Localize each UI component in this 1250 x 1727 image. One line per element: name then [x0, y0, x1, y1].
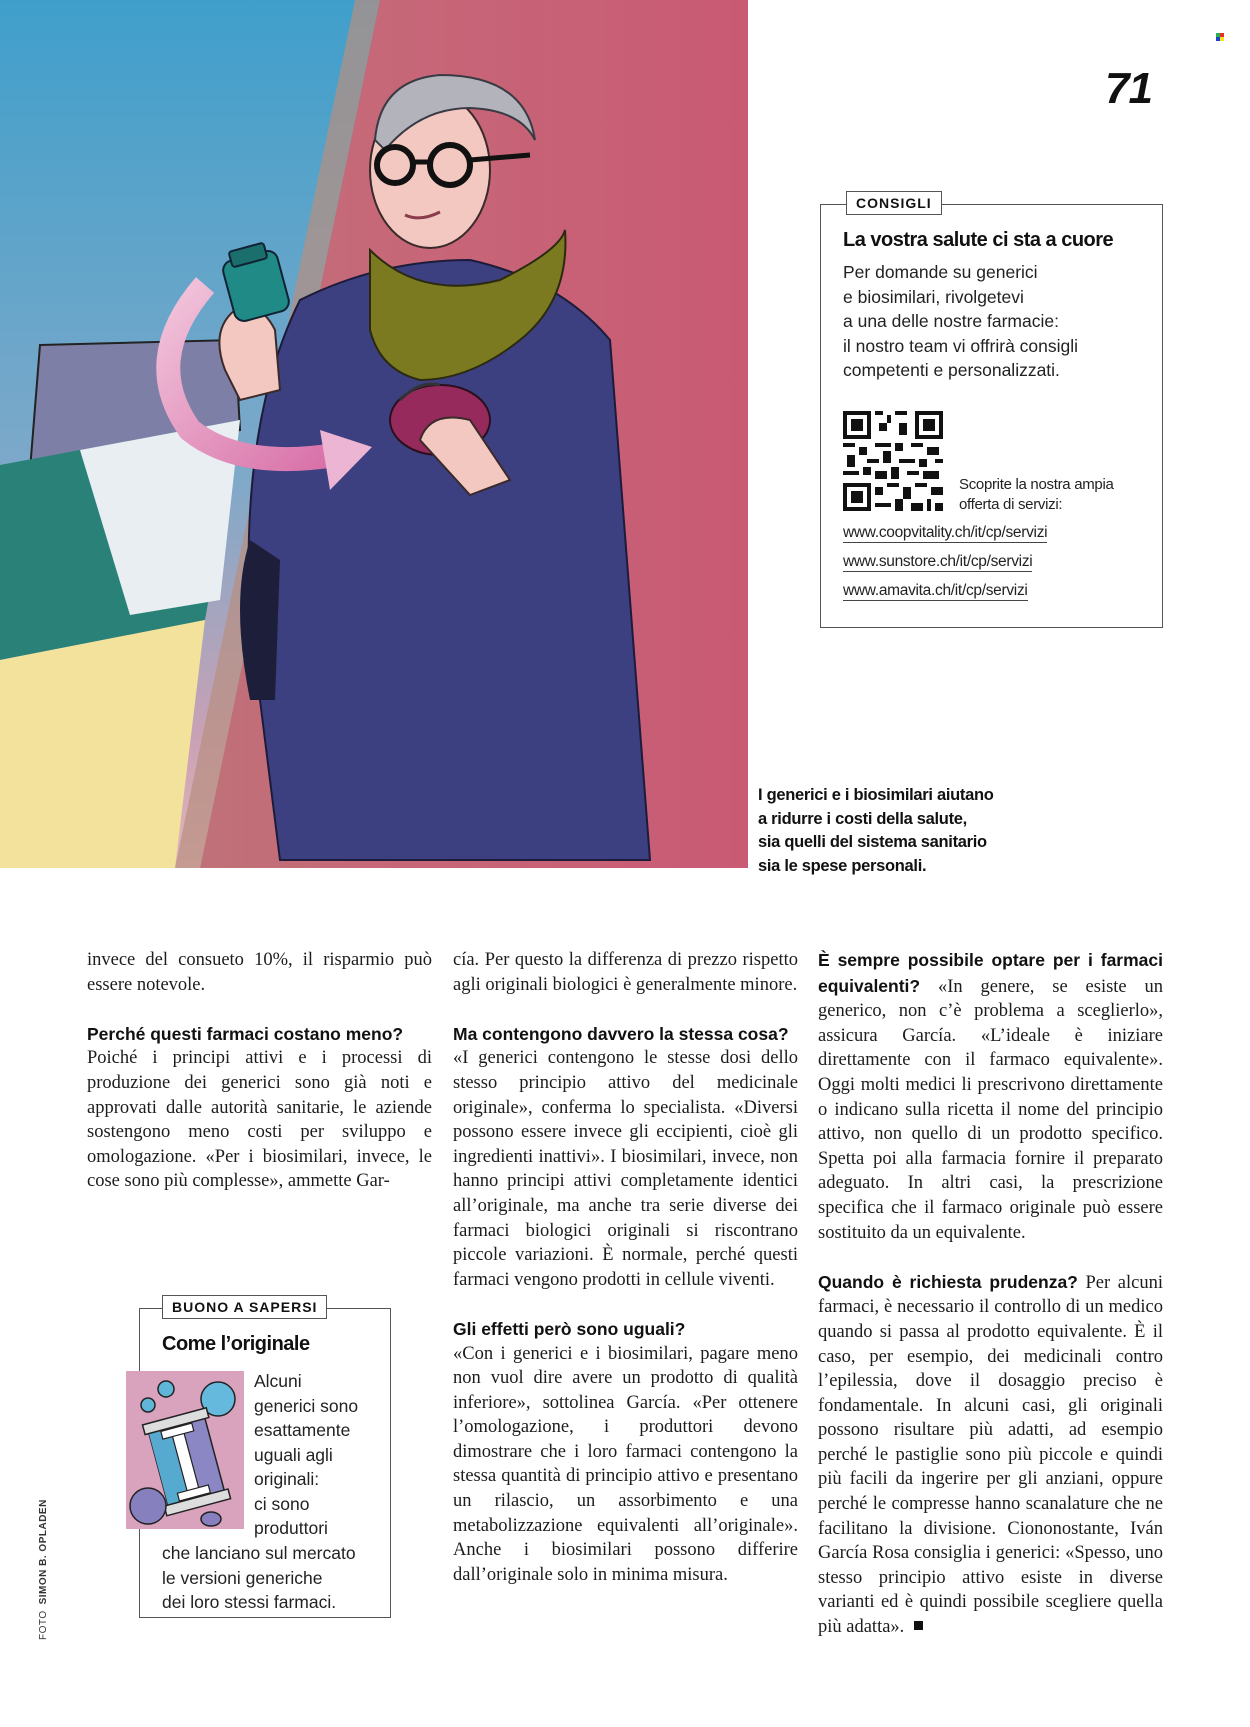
consigli-text: Per domande su generici e biosimilari, rivolgetevi a una delle nostre farmacie: il nostro team vi offrirà consigli competenti e personalizzati. [843, 262, 1079, 380]
article-column-2 [453, 948, 798, 1587]
page-number: 71 [1105, 64, 1152, 113]
link-amavita[interactable]: www.amavita.ch/it/cp/servizi [843, 582, 1028, 599]
paragraph: cía. Per questo la differenza di prezzo rispetto agli originali biologici è generalmente minore. [453, 950, 798, 995]
buono-text-bottom: che lanciano sul mercato le versioni generiche dei loro stessi farmaci. [162, 1543, 356, 1612]
article-column-3 [818, 948, 1163, 1640]
section-heading: Ma contengono davvero la stessa cosa? [453, 1023, 789, 1044]
section-heading: Perché questi farmaci costano meno? [87, 1023, 404, 1044]
buono-text: Alcuni generici sono esattamente uguali agli originali: ci sono produttori [254, 1371, 359, 1538]
paragraph: invece del consueto 10%, il risparmio può essere notevole. [87, 950, 432, 995]
qr-code-icon[interactable] [843, 411, 943, 511]
buono-tag: BUONO A SAPERSI [162, 1295, 327, 1319]
buono-title: Come l’originale [162, 1333, 310, 1355]
link-sunstore[interactable]: www.sunstore.ch/it/cp/servizi [843, 553, 1033, 570]
photo-credit: FOTOSIMON B. OPLADEN [38, 1499, 49, 1640]
article-column-1 [87, 948, 432, 1194]
pill-bottle-icon [126, 1371, 244, 1529]
consigli-title: La vostra salute ci sta a cuore [843, 229, 1114, 251]
link-coopvitality[interactable]: www.coopvitality.ch/it/cp/servizi [843, 524, 1048, 541]
section-heading: Gli effetti però sono uguali? [453, 1318, 686, 1339]
image-caption: I generici e i biosimilari aiutano a ridurre i costi della salute, sia quelli del sistema sanitario sia le spese personali. [758, 786, 994, 875]
pill-bottle-illustration [126, 1371, 244, 1529]
section-heading: Quando è richiesta prudenza? [818, 1271, 1078, 1292]
consigli-tag: CONSIGLI [846, 191, 942, 215]
service-links [843, 523, 1047, 610]
buono-a-sapersi-sidebox [139, 1299, 391, 1618]
section-heading: È sempre possibile optare per i farmaci equivalenti? [818, 950, 1163, 996]
paragraph: È sempre possibile optare per i farmaci equivalenti? «In genere, se esiste un generico, non c’è problema a sceglierlo», assicura García. «L’ideale è iniziare direttamente con il farmaco equivalente». Oggi molti medici li prescrivono direttamente o indicano sulla ricetta il nome del principio attivo, non quello di un prodotto specifico. Spetta poi alla farmacia fornire il preparato adeguato. In altri casi, la prescrizione specifica che il farmaco originale può essere sostituito da un equivalente. [818, 950, 1163, 1243]
paragraph: «I generici contengono le stesse dosi dello stesso principio attivo del medicinale originale», conferma lo specialista. «Diversi possono essere invece gli eccipienti, cioè gli ingredienti inattivi». I biosimilari, invece, non hanno principi attivi completamente identici all’originale, ma anche tra serie diverse dei farmaci biologici originali si riscontrano piccole variazioni. È normale, perché questi farmaci vengono prodotti in cellule viventi. [453, 1048, 798, 1290]
hero-illustration [0, 0, 748, 868]
consigli-sidebox [820, 195, 1163, 628]
woman-with-pills-illustration [0, 0, 748, 868]
end-of-article-mark [914, 1621, 923, 1630]
paragraph: Quando è richiesta prudenza? Per alcuni farmaci, è necessario il controllo di un medico quando si passa al prodotto equivalente. È il caso, per esempio, dei medicinali contro l’epilessia, dove il dosaggio preciso è fondamentale. In alcuni casi, gli originali possono risultare più adatti, ad esempio perché le pastiglie sono più piccole e quindi più facili da ingerire per gli anziani, oppure perché le compresse hanno scanalature che ne facilitano la divisione. Ciononostante, Iván García Rosa consiglia i generici: «Spesso, uno stesso principio attivo esiste in diverse varianti ed è quindi possibile scegliere quella più adatta». [818, 1271, 1163, 1638]
qr-caption: Scoprite la nostra ampia offerta di servizi: [959, 476, 1114, 513]
paragraph: Poiché i principi attivi e i processi di produzione dei generici sono già noti e approvati dalle autorità sanitarie, le aziende sostengono meno costi per sviluppo e omologazione. «Per i biosimilari, invece, le cose sono più complesse», ammette Gar- [87, 1048, 432, 1192]
paragraph: «Con i generici e i biosimilari, pagare meno non vuol dire avere un prodotto di qualità inferiore», sottolinea García. «Per ottenere l’omologazione, i produttori devono dimostrare che i loro farmaci contengono la stessa quantità di principio attivo e presentano un rilascio, un assorbimento e una metabolizzazione equivalenti all’originale». Anche i biosimilari possono differire dall’originale solo in minima misura. [453, 1343, 798, 1585]
print-registration-mark [1216, 33, 1224, 41]
